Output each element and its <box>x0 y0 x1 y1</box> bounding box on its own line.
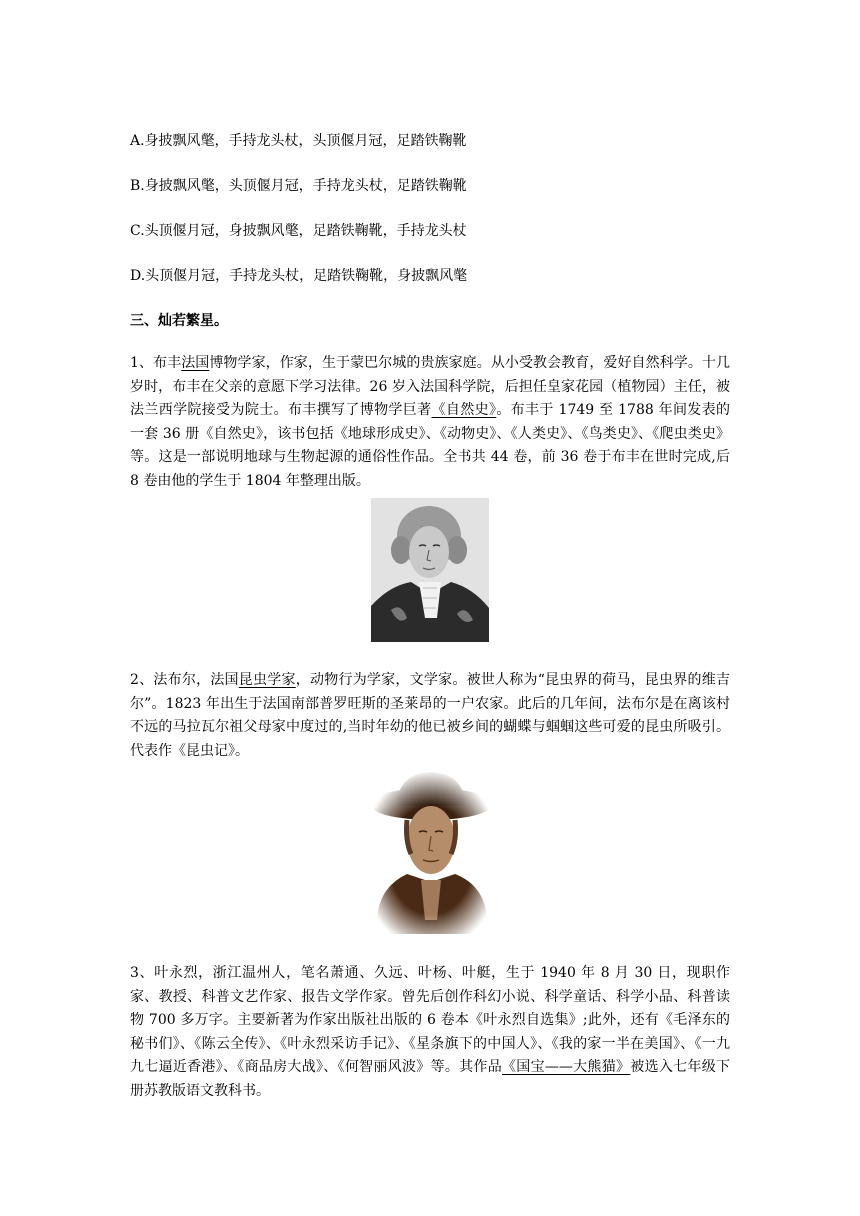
para-text: 3、叶永烈，浙江温州人，笔名萧通、久远、叶杨、叶艇，生于 1940 年 8 月 30 日，现职作家、教授、科普文艺作家、报告文学作家。曾先后创作科幻小说、科学童话、科学小品、科普读物 700 多万字。主要新著为作家出版社出版的 6 卷本《叶永烈自选集》;此外，还有《毛泽东的秘书们》、《陈云全传》、《叶永烈采访手记》、《星条旗下的中国人》、《我的家一半在美国》、《一九九七逼近香港》、《商品房大战》、《何智丽风波》等。其作品 <box>130 965 730 1075</box>
option-b: B.身披飘风氅，头顶偃月冠，手持龙头杖，足踏铁鞠靴 <box>130 178 467 194</box>
para-text: 博物学家，作家，生于蒙巴尔城的贵族家庭。从小受教会教育，爱好自然科学。十几岁时，布丰在父亲的意愿下学习法律。26 岁入法国科学院，后担任皇家花园（植物园）主任，被法兰西学院接受为院士。布丰撰写了博物学巨著 <box>130 355 730 418</box>
para-text: ，动物行为学家，文学家。被世人称为“昆虫界的荷马，昆虫界的维吉尔”。1823 年出生于法国南部普罗旺斯的圣莱昂的一户农家。此后的几年间，法布尔是在离该村不远的马拉瓦尔祖父母家中度过的,当时年幼的他已被乡间的蝴蝶与蝈蝈这些可爱的昆虫所吸引。代表作《昆虫记》。 <box>130 672 730 759</box>
underlined-term: 法国 <box>181 355 210 371</box>
underlined-term: 昆虫学家 <box>238 672 296 688</box>
buffon-portrait <box>371 498 489 642</box>
para-text: 。布丰于 1749 至 1788 年间发表的一套 36 册《自然史》，该书包括《地球形成史》、《动物史》、《人类史》、《鸟类史》、《爬虫类史》等。这是一部说明地球与生物起源的通俗性作品。全书共 44 卷，前 36 卷于布丰在世时完成,后 8 卷由他的学生于 1804 年整理出版。 <box>130 402 731 489</box>
underlined-term: 《自然史》 <box>431 402 497 418</box>
option-a: A.身披飘风氅，手持龙头杖，头顶偃月冠，足踏铁鞠靴 <box>130 133 467 149</box>
portrait-image <box>367 770 495 934</box>
section-heading: 三、灿若繁星。 <box>130 313 228 329</box>
paragraph-fabre <box>130 669 730 763</box>
para-text: 2、法布尔，法国 <box>130 672 239 688</box>
portrait-image <box>371 498 489 642</box>
option-c: C.头顶偃月冠，身披飘风氅，足踏铁鞠靴，手持龙头杖 <box>130 223 467 239</box>
paragraph-ye-yonglie <box>130 962 730 1103</box>
paragraph-buffon <box>130 352 730 493</box>
para-text: 被选入七年级下册苏教版语文教科书。 <box>130 1059 731 1099</box>
underlined-term: 《国宝——大熊猫》 <box>502 1059 631 1075</box>
option-d: D.头顶偃月冠，手持龙头杖，足踏铁鞠靴，身披飘风氅 <box>130 268 468 284</box>
fabre-portrait <box>367 770 495 934</box>
para-text: 1、布丰 <box>130 355 182 371</box>
